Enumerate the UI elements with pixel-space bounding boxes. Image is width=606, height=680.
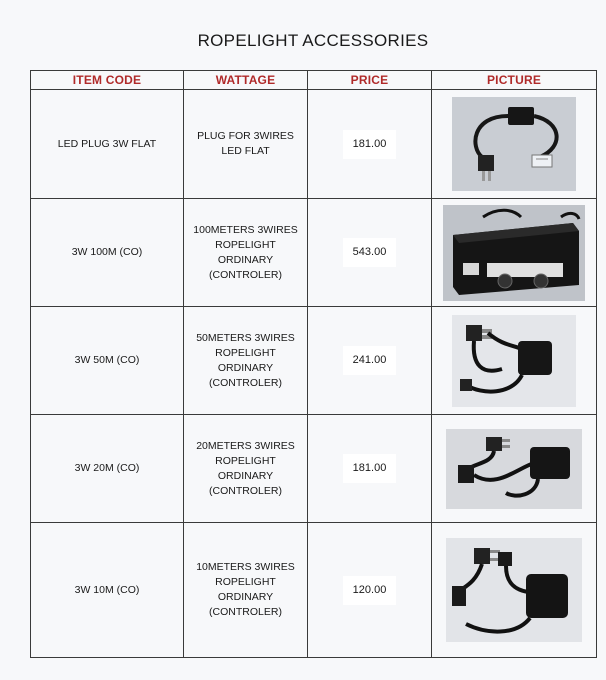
item-code-cell: 3W 20M (CO) xyxy=(31,415,184,523)
table-row xyxy=(31,415,597,523)
price-cell xyxy=(308,307,432,415)
table-header-row xyxy=(31,71,597,90)
controller-box-icon xyxy=(443,205,585,301)
wattage-cell: 10METERS 3WIRES ROPELIGHT ORDINARY (CONTROLER) xyxy=(184,523,308,658)
table-row xyxy=(31,90,597,199)
price-value: 181.00 xyxy=(343,130,397,159)
wattage-cell: 20METERS 3WIRES ROPELIGHT ORDINARY (CONTROLER) xyxy=(184,415,308,523)
price-value: 181.00 xyxy=(343,454,397,483)
picture-cell xyxy=(432,523,597,658)
picture-cell xyxy=(432,90,597,199)
picture-cell xyxy=(432,415,597,523)
price-value: 241.00 xyxy=(343,346,397,375)
page-title: ROPELIGHT ACCESSORIES xyxy=(197,31,429,50)
price-value: 543.00 xyxy=(343,238,397,267)
table-row xyxy=(31,199,597,307)
header-picture: PICTURE xyxy=(432,71,597,90)
accessories-table xyxy=(30,70,597,658)
table-row xyxy=(31,307,597,415)
item-code-cell: 3W 50M (CO) xyxy=(31,307,184,415)
header-price: PRICE xyxy=(308,71,432,90)
wattage-cell: PLUG FOR 3WIRES LED FLAT xyxy=(184,90,308,199)
wattage-cell: 100METERS 3WIRES ROPELIGHT ORDINARY (CONTROLER) xyxy=(184,199,308,307)
item-code-cell: 3W 100M (CO) xyxy=(31,199,184,307)
controller-plug-icon xyxy=(446,538,582,642)
price-value: 120.00 xyxy=(343,576,397,605)
controller-plug-icon xyxy=(446,429,582,509)
item-code-cell: 3W 10M (CO) xyxy=(31,523,184,658)
price-cell xyxy=(308,415,432,523)
controller-plug-icon xyxy=(452,315,576,407)
header-wattage: WATTAGE xyxy=(184,71,308,90)
item-code-cell: LED PLUG 3W FLAT xyxy=(31,90,184,199)
price-cell xyxy=(308,90,432,199)
wattage-cell: 50METERS 3WIRES ROPELIGHT ORDINARY (CONTROLER) xyxy=(184,307,308,415)
table-row xyxy=(31,523,597,658)
picture-cell xyxy=(432,307,597,415)
picture-cell xyxy=(432,199,597,307)
header-item-code: ITEM CODE xyxy=(31,71,184,90)
price-cell xyxy=(308,523,432,658)
price-cell xyxy=(308,199,432,307)
flat-led-plug-icon xyxy=(452,97,576,191)
